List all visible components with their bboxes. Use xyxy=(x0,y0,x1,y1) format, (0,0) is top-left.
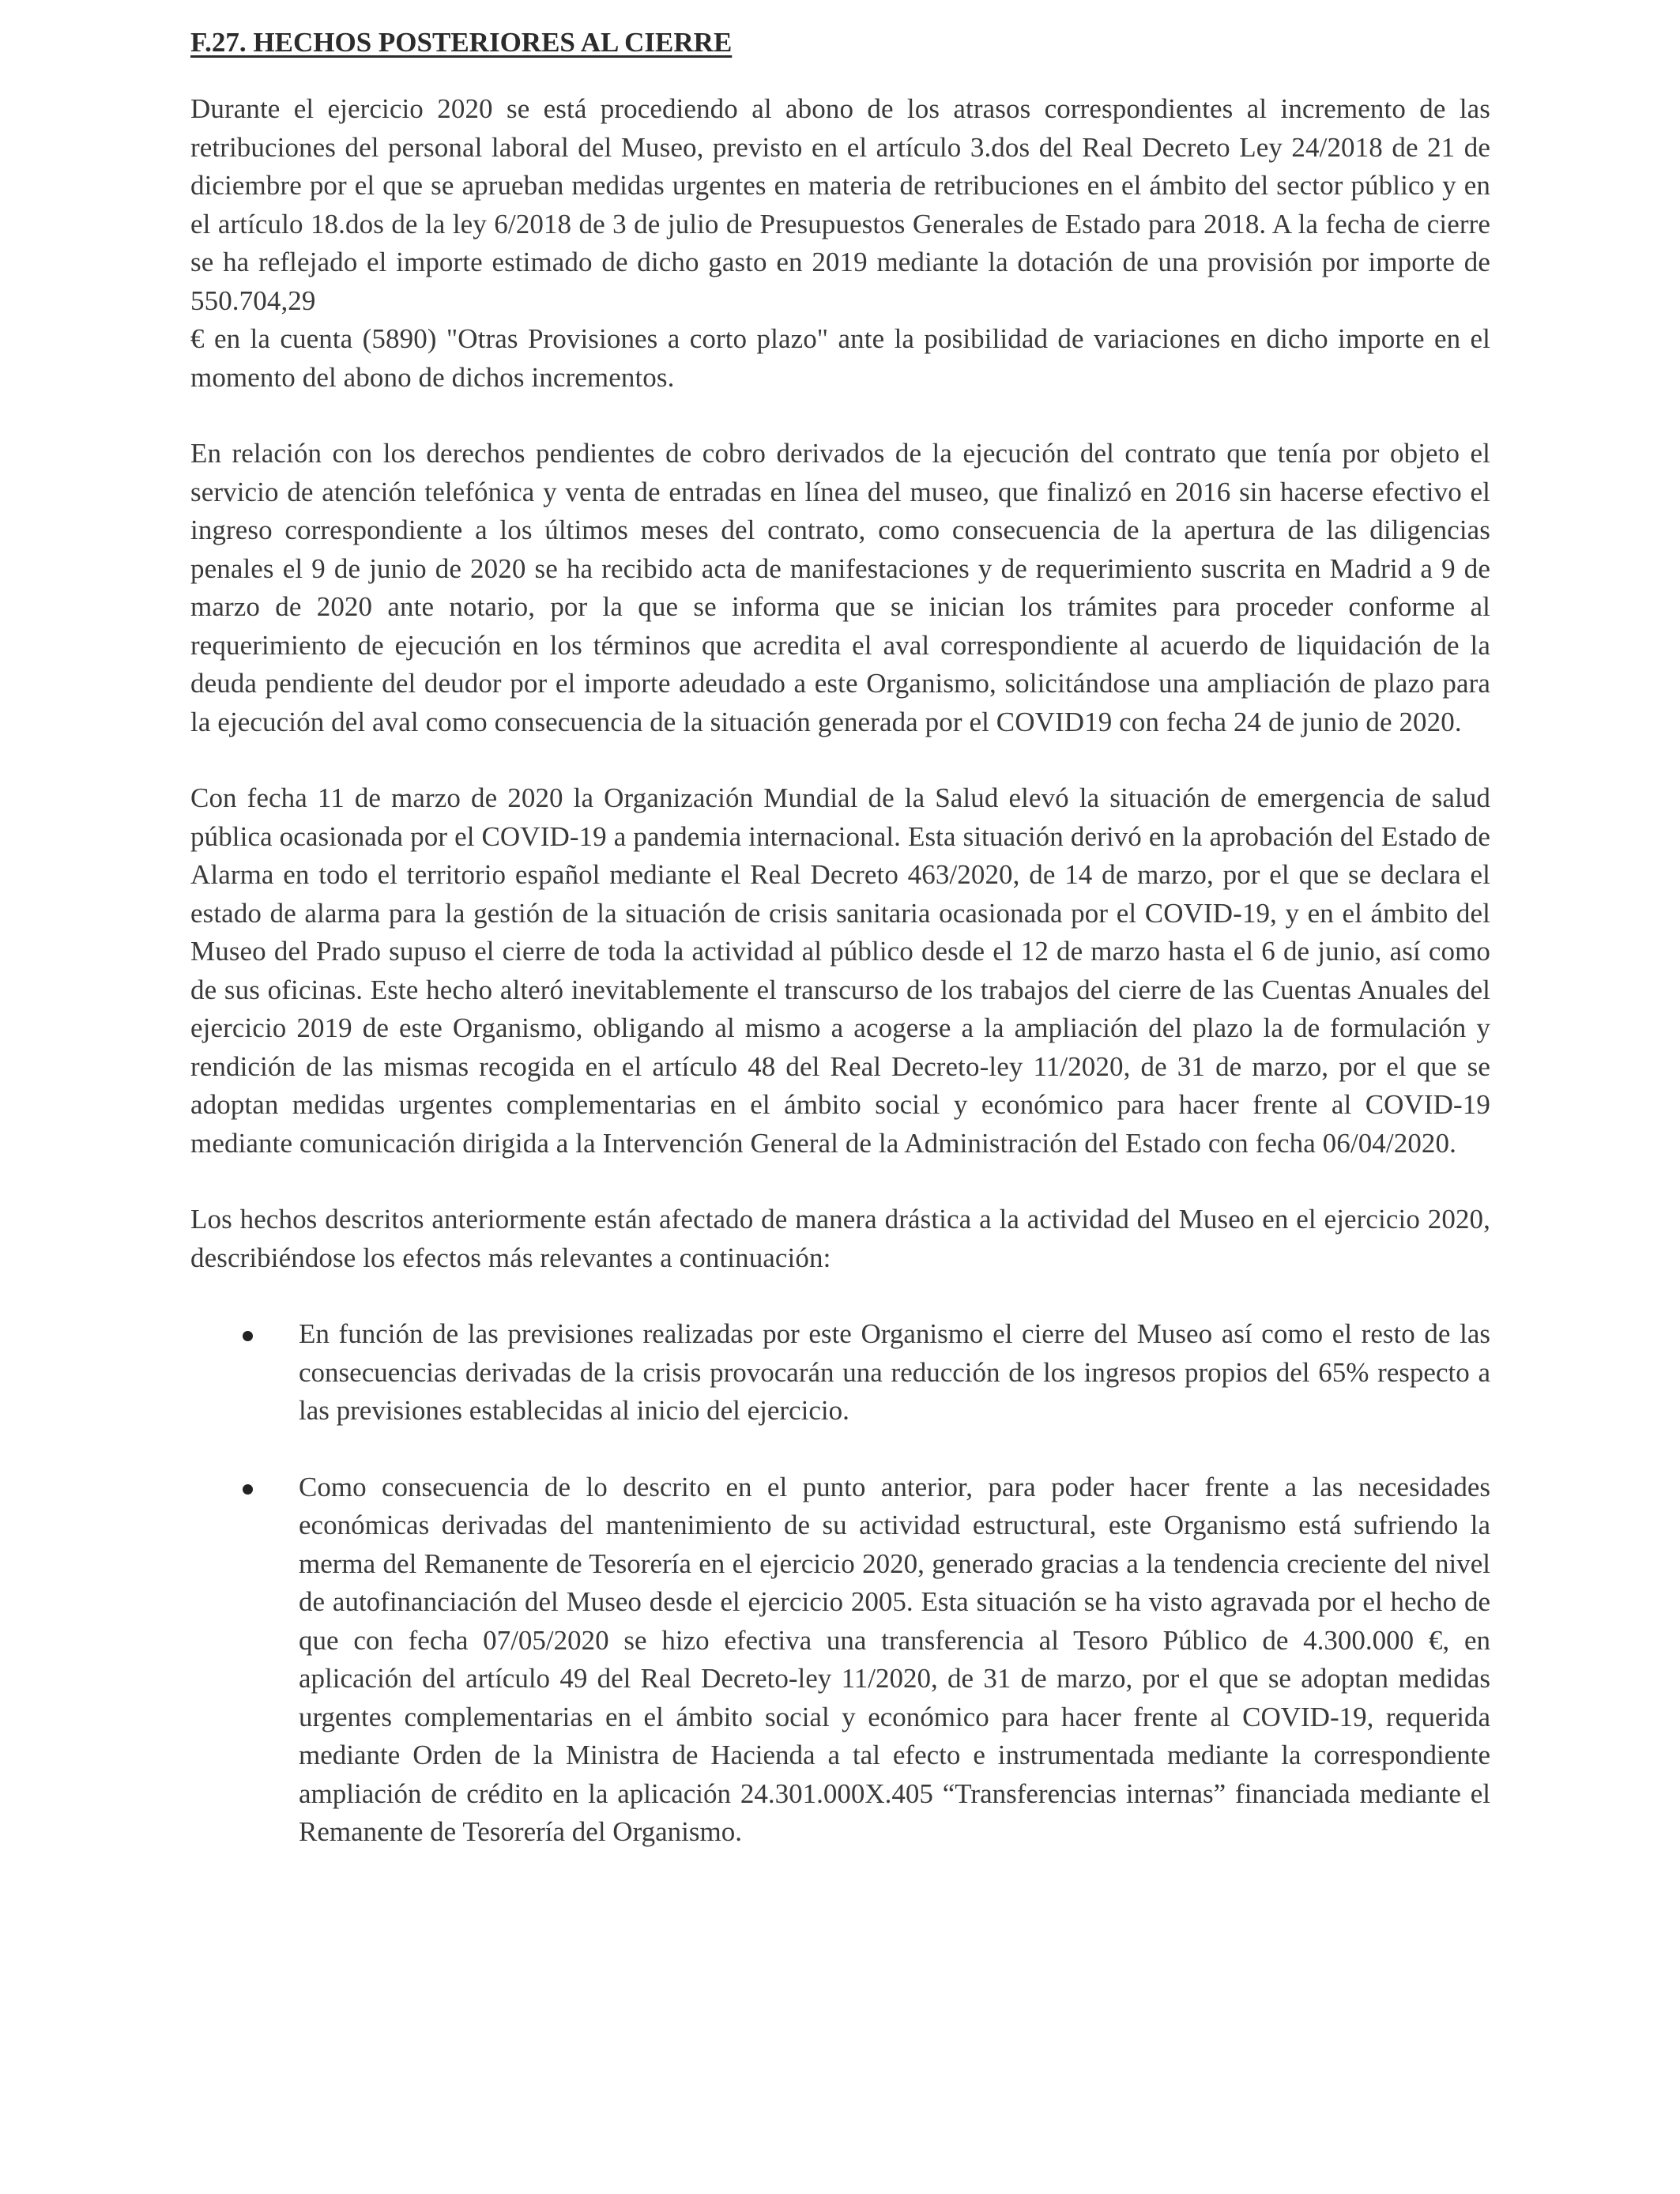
list-item-text: Como consecuencia de lo descrito en el punto anterior, para poder hacer frente a las necesidades económicas derivadas del mantenimiento de su actividad estructural, este Organismo está sufriendo la merma del Remanente de Tesorería en el ejercicio 2020, generado gracias a la tendencia creciente del nivel de autofinanciación del Museo desde el ejercicio 2005. Esta situación se ha visto agravada por el hecho de que con fecha 07/05/2020 se hizo efectiva una transferencia al Tesoro Público de 4.300.000 €, en aplicación del artículo 49 del Real Decreto-ley 11/2020, de 31 de marzo, por el que se adoptan medidas urgentes complementarias en el ámbito social y económico para hacer frente al COVID-19, requerida mediante Orden de la Ministra de Hacienda a tal efecto e instrumentada mediante la correspondiente ampliación de crédito en la aplicación 24.301.000X.405 “Transferencias internas” financiada mediante el Remanente de Tesorería del Organismo. xyxy=(299,1471,1490,1847)
list-item xyxy=(190,1315,1490,1431)
effects-list xyxy=(190,1315,1490,1852)
paragraph-retribuciones-part-1: Durante el ejercicio 2020 se está procediendo al abono de los atrasos correspondientes al incremento de las retribuciones del personal laboral del Museo, previsto en el artículo 3.dos del Real Decreto Ley 24/2018 de 21 de diciembre por el que se aprueban medidas urgentes en materia de retribuciones en el ámbito del sector público y en el artículo 18.dos de la ley 6/2018 de 3 de julio de Presupuestos Generales de Estado para 2018. A la fecha de cierre se ha reflejado el importe estimado de dicho gasto en 2019 mediante la dotación de una provisión por importe de 550.704,29 xyxy=(190,93,1490,316)
paragraph-retribuciones xyxy=(190,90,1490,397)
section-heading: F.27. HECHOS POSTERIORES AL CIERRE xyxy=(190,27,733,58)
document-page xyxy=(190,24,1490,1890)
list-item-text: En función de las previsiones realizadas por este Organismo el cierre del Museo así como el resto de las consecuencias derivadas de la crisis provocarán una reducción de los ingresos propios del 65% respecto a las previsiones establecidas al inicio del ejercicio. xyxy=(299,1318,1490,1426)
paragraph-efectos-intro: Los hechos descritos anteriormente están afectado de manera drástica a la actividad del Museo en el ejercicio 2020, describiéndose los efectos más relevantes a continuación: xyxy=(190,1204,1490,1273)
list-item xyxy=(190,1468,1490,1852)
paragraph-retribuciones-part-2: € en la cuenta (5890) "Otras Provisiones a corto plazo" ante la posibilidad de variaciones en dicho importe en el momento del abono de dichos incrementos. xyxy=(190,323,1490,393)
paragraph-covid-alarma: Con fecha 11 de marzo de 2020 la Organización Mundial de la Salud elevó la situación de emergencia de salud pública ocasionada por el COVID-19 a pandemia internacional. Esta situación derivó en la aprobación del Estado de Alarma en todo el territorio español mediante el Real Decreto 463/2020, de 14 de marzo, por el que se declara el estado de alarma para la gestión de la situación de crisis sanitaria ocasionada por el COVID-19, y en el ámbito del Museo del Prado supuso el cierre de toda la actividad al público desde el 12 de marzo hasta el 6 de junio, así como de sus oficinas. Este hecho alteró inevitablemente el transcurso de los trabajos del cierre de las Cuentas Anuales del ejercicio 2019 de este Organismo, obligando al mismo a acogerse a la ampliación del plazo la de formulación y rendición de las mismas recogida en el artículo 48 del Real Decreto-ley 11/2020, de 31 de marzo, por el que se adoptan medidas urgentes complementarias en el ámbito social y económico para hacer frente al COVID-19 mediante comunicación dirigida a la Intervención General de la Administración del Estado con fecha 06/04/2020. xyxy=(190,782,1490,1159)
bullet-icon xyxy=(243,1331,253,1341)
paragraph-derechos-cobro: En relación con los derechos pendientes de cobro derivados de la ejecución del contrato que tenía por objeto el servicio de atención telefónica y venta de entradas en línea del museo, que finalizó en 2016 sin hacerse efectivo el ingreso correspondiente a los últimos meses del contrato, como consecuencia de la apertura de las diligencias penales el 9 de junio de 2020 se ha recibido acta de manifestaciones y de requerimiento suscrita en Madrid a 9 de marzo de 2020 ante notario, por la que se informa que se inician los trámites para proceder conforme al requerimiento de ejecución en los términos que acredita el aval correspondiente al acuerdo de liquidación de la deuda pendiente del deudor por el importe adeudado a este Organismo, solicitándose una ampliación de plazo para la ejecución del aval como consecuencia de la situación generada por el COVID19 con fecha 24 de junio de 2020. xyxy=(190,438,1490,737)
bullet-icon xyxy=(243,1484,253,1495)
